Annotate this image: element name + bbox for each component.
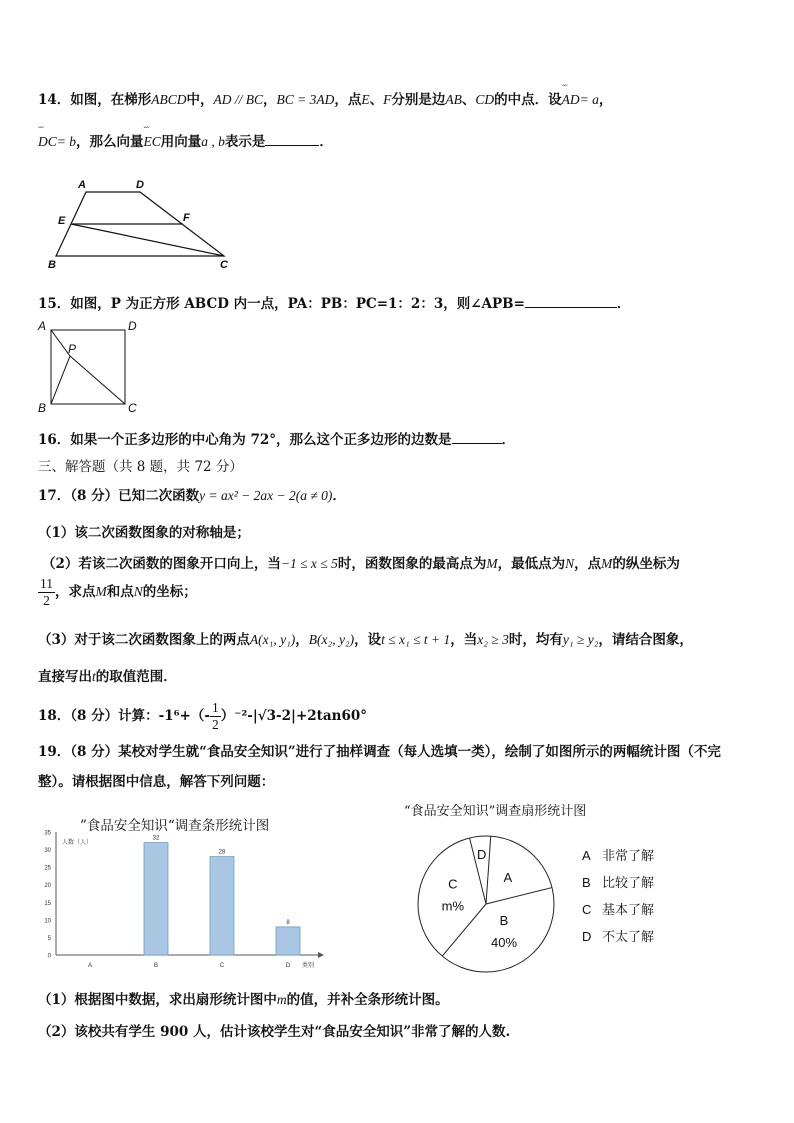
label-a: A xyxy=(38,319,47,333)
label-c: C xyxy=(128,401,137,414)
slice-label-d: D xyxy=(477,847,487,863)
q17-text: （3）对于该二次函数图象上的两点 xyxy=(38,632,250,648)
q18-text: 18．（8 分）计算：-1⁶+（- xyxy=(38,708,210,724)
x-tick-label: C xyxy=(219,963,225,969)
y-tick-label: 25 xyxy=(44,865,51,872)
q14-vector-dc: ˘˘˘ DC xyxy=(38,125,57,149)
q17-point-b: B(x₂, y₂) xyxy=(308,632,355,647)
q14-text: 用向量 xyxy=(160,134,202,150)
segment-ec xyxy=(71,224,224,256)
q18-text: ）⁻²-|√3-2|+2tan60° xyxy=(220,708,367,724)
legend-text: 基本了解 xyxy=(602,902,655,917)
slice-value-c: m% xyxy=(441,898,465,914)
q14-text: ． xyxy=(319,134,333,150)
x-tick-label: D xyxy=(285,963,291,969)
q17-text: ，点 xyxy=(574,556,602,572)
q14-text: 的中点．设 xyxy=(494,92,562,108)
legend-key: B xyxy=(582,875,591,890)
q14-trapezoid-figure xyxy=(44,176,244,272)
pie-chart xyxy=(408,822,698,982)
x-axis-label: 类别 xyxy=(301,963,315,969)
q17-text: 的坐标； xyxy=(142,584,197,600)
data-label: 28 xyxy=(218,849,226,856)
q17-point-n: N xyxy=(565,556,575,571)
q17-text: 时，函数图象的最高点为 xyxy=(337,556,487,572)
q14-line1 xyxy=(38,83,613,108)
q15-end: ． xyxy=(616,296,631,312)
q17-t-range: t ≤ x₁ ≤ t + 1 xyxy=(381,632,451,647)
q14-vector-ec: ˘˘˘ EC xyxy=(143,125,161,149)
fraction-numerator: 1 xyxy=(211,700,219,715)
q17-text: ，求点 xyxy=(55,584,96,600)
bar-d xyxy=(276,927,300,955)
section-heading: 三、解答题（共 8 题，共 72 分） xyxy=(38,459,243,475)
q16-end: ． xyxy=(501,432,516,448)
q17-y-cond: y₁ ≥ y₂ xyxy=(562,632,599,647)
q19-line2: 整）。请根据图中信息，解答下列问题： xyxy=(38,774,275,790)
q19-part2: （2）该校共有学生 900 人，估计该校学生对“食品安全知识”非常了解的人数. xyxy=(38,1024,511,1040)
q17-text: 和点 xyxy=(106,584,134,600)
y-tick-label: 0 xyxy=(47,953,51,960)
q17-point-m: M xyxy=(486,556,498,571)
q15-answer-blank[interactable] xyxy=(525,295,617,308)
q17-text: ，设 xyxy=(354,632,382,648)
legend-key: D xyxy=(582,929,592,944)
q14-answer-blank[interactable] xyxy=(265,133,319,146)
q14-text: ，点 xyxy=(334,92,362,108)
label-d: D xyxy=(136,179,144,191)
slice-value-b: 40% xyxy=(491,934,518,950)
q17-text: ， xyxy=(295,632,309,648)
label-a: A xyxy=(78,179,86,191)
q17-text: 17．（8 分）已知二次函数 xyxy=(38,488,200,504)
q17-part2-line2 xyxy=(38,576,197,609)
pie-chart-title: “食品安全知识”调查扇形统计图 xyxy=(404,804,587,819)
q14-vector-ad: ˘˘˘ AD xyxy=(561,83,580,107)
label-e: E xyxy=(58,215,66,227)
legend-key: C xyxy=(582,902,592,917)
legend-key: A xyxy=(582,848,591,863)
legend-text: 不太了解 xyxy=(602,929,655,944)
q14-trapezoid-name: ABCD xyxy=(151,92,187,107)
q17-var-t: t xyxy=(92,669,96,684)
q18-line xyxy=(38,700,367,733)
data-label: 8 xyxy=(286,919,290,926)
bar-b xyxy=(144,843,168,955)
q17-formula: y = ax² − 2ax − 2(a ≠ 0) xyxy=(199,488,333,503)
label-b: B xyxy=(38,401,47,414)
q14-eq-a: = a xyxy=(579,92,599,107)
q14-vector-ec-label: EC xyxy=(143,134,161,149)
fraction-denominator: 2 xyxy=(211,717,219,732)
segment-pc xyxy=(70,356,125,404)
q17-part3-line2 xyxy=(38,665,177,685)
label-p: P xyxy=(68,342,77,356)
q17-text: 直接写出 xyxy=(38,669,92,685)
q19-var-m: m xyxy=(276,992,287,1007)
segment-pb xyxy=(51,356,70,404)
slice-label-b: B xyxy=(499,912,509,928)
y-tick-label: 20 xyxy=(44,883,51,890)
y-tick-label: 15 xyxy=(44,900,51,907)
bar-c xyxy=(210,857,234,955)
q15-square-figure xyxy=(36,318,148,414)
q18-fraction xyxy=(210,700,221,733)
q17-text: ． xyxy=(332,488,346,504)
q15-text: 15．如图，P 为正方形 ABCD 内一点，PA：PB：PC=1：2：3，则∠APB= xyxy=(38,296,525,312)
q17-point-n: N xyxy=(133,584,143,599)
q17-point-m: M xyxy=(95,584,107,599)
q17-point-m: M xyxy=(601,556,613,571)
label-f: F xyxy=(183,212,190,224)
y-tick-label: 5 xyxy=(47,935,51,942)
y-tick-label: 30 xyxy=(44,848,51,855)
q14-line2 xyxy=(38,125,333,150)
q16-answer-blank[interactable] xyxy=(452,431,502,444)
q14-text: ， xyxy=(263,92,277,108)
q17-text: ，当 xyxy=(450,632,478,648)
q14-text: 、 xyxy=(461,92,476,108)
q17-text: 的纵坐标为 xyxy=(612,556,680,572)
x-tick-label: B xyxy=(153,963,159,969)
q19-text: （1）根据图中数据，求出扇形统计图中 xyxy=(38,992,277,1008)
q16-line xyxy=(38,428,515,448)
q14-vector-ad-label: AD xyxy=(561,92,580,107)
q17-text: ，最低点为 xyxy=(497,556,566,572)
q15-line xyxy=(38,292,630,312)
q14-text: ， xyxy=(598,92,613,108)
q17-part3-line1 xyxy=(38,628,693,648)
q14-vectors-ab: a , b xyxy=(201,134,225,149)
x-axis-arrow xyxy=(318,952,324,958)
q14-text: 中， xyxy=(186,92,214,108)
q17-x-range: −1 ≤ x ≤ 5 xyxy=(280,556,338,571)
q17-part1: （1）该二次函数图象的对称轴是； xyxy=(38,525,250,541)
slice-label-a: A xyxy=(503,869,513,885)
x-tick-label: A xyxy=(87,963,93,969)
label-b: B xyxy=(48,259,56,271)
y-axis-label: 人数（人） xyxy=(62,840,93,846)
slice-label-c: C xyxy=(448,876,458,892)
label-d: D xyxy=(128,319,137,333)
label-c: C xyxy=(220,259,228,271)
q19-line1: 19．（8 分）某校对学生就“食品安全知识”进行了抽样调查（每人选填一类），绘制了如图所示的两幅统计图（不完 xyxy=(38,744,721,760)
bar-chart-title: ”食品安全知识“调查条形统计图 xyxy=(80,818,270,834)
fraction-denominator: 2 xyxy=(43,593,50,608)
q14-text: 14．如图，在梯形 xyxy=(38,92,152,108)
data-label: 32 xyxy=(152,835,160,842)
q16-text: 16．如果一个正多边形的中心角为 72°，那么这个正多边形的边数是 xyxy=(38,432,452,448)
q14-parallel-cond: AD // BC xyxy=(213,92,264,107)
q19-text: 的值，并补全条形统计图。 xyxy=(286,992,449,1008)
y-tick-label: 35 xyxy=(44,830,51,837)
q14-eq-b: = b xyxy=(56,134,77,149)
legend-text: 比较了解 xyxy=(602,875,655,890)
q17-text: （2）若该二次函数的图象开口向上，当 xyxy=(42,556,281,572)
q17-text: 时，均有 xyxy=(508,632,563,648)
q14-text: 分别是边 xyxy=(391,92,446,108)
bar-chart xyxy=(36,828,336,976)
q14-text: ，那么向量 xyxy=(76,134,144,150)
q14-side-cd: CD xyxy=(475,92,495,107)
q17-fraction xyxy=(38,576,55,609)
q14-text: 、 xyxy=(369,92,384,108)
q17-text: 的取值范围． xyxy=(95,669,177,685)
q14-length-cond: BC = 3AD xyxy=(276,92,335,107)
q17-text: ，请结合图象， xyxy=(598,632,693,648)
q17-head xyxy=(38,484,346,504)
q17-part2-line1 xyxy=(42,552,680,572)
q17-x2-cond: x₂ ≥ 3 xyxy=(477,632,509,647)
q14-vector-dc-label: DC xyxy=(38,134,57,149)
square-outline xyxy=(51,330,125,404)
q19-part1 xyxy=(38,988,449,1008)
legend-text: 非常了解 xyxy=(602,848,655,863)
y-tick-label: 10 xyxy=(44,918,51,925)
q14-point-f: F xyxy=(383,92,392,107)
q14-point-e: E xyxy=(361,92,370,107)
q17-point-a: A(x₁, y₁) xyxy=(249,632,296,647)
q14-side-ab: AB xyxy=(445,92,462,107)
q14-text: 表示是 xyxy=(224,134,266,150)
fraction-numerator: 11 xyxy=(40,576,53,591)
